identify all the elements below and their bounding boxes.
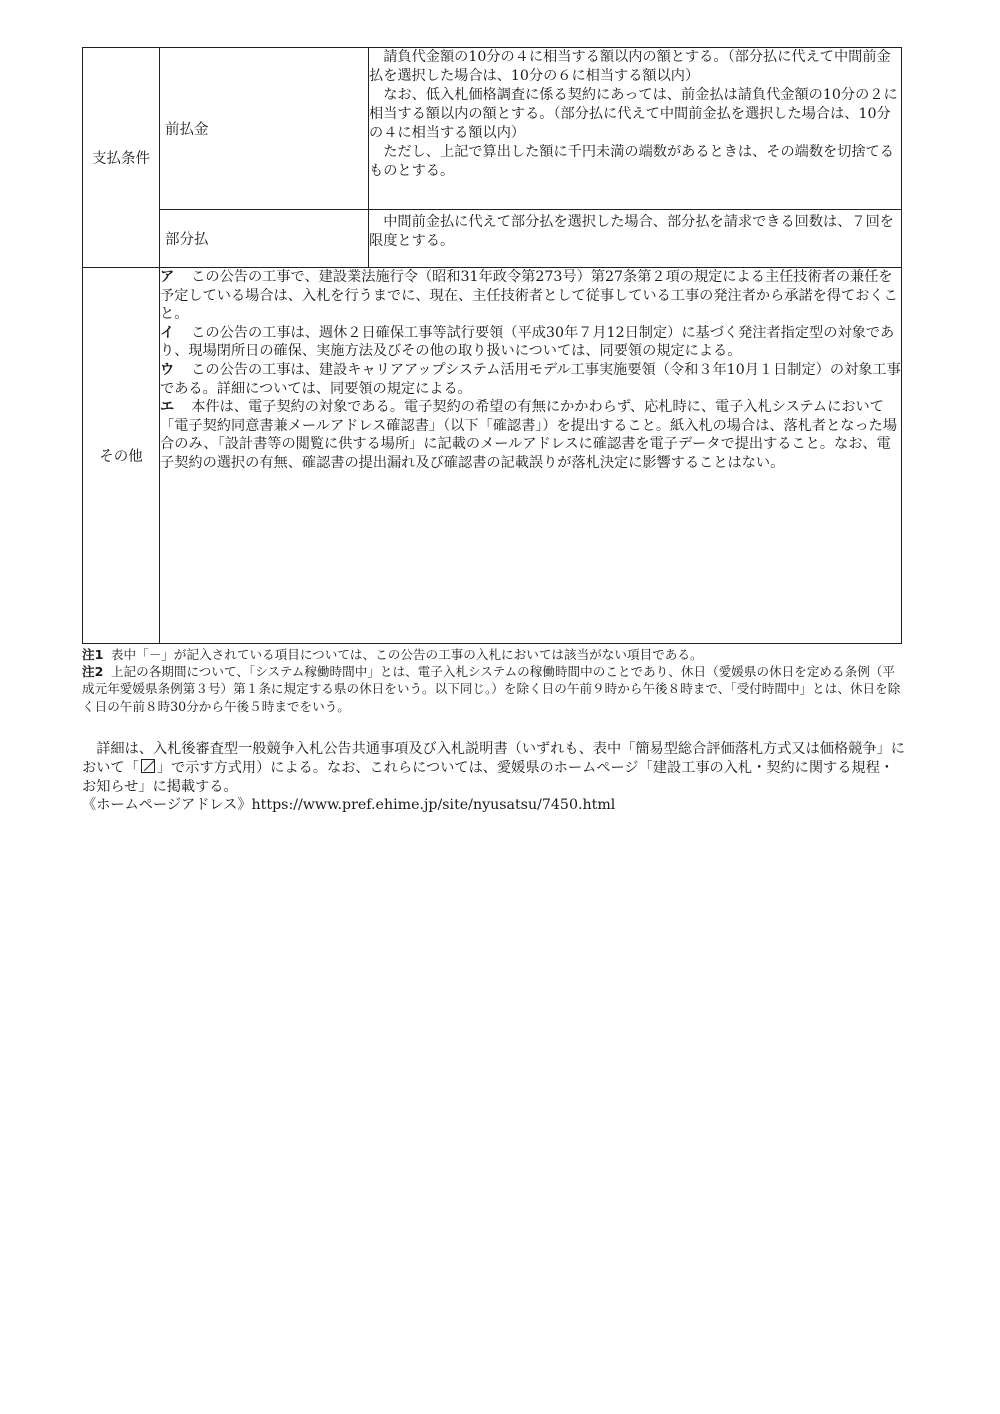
- other-item: [160, 361, 901, 398]
- homepage-address: 《ホームページアドレス》https://www.pref.ehime.jp/site/nyusatsu/7450.html: [82, 797, 616, 814]
- detail-text-before: 詳細は、入札後審査型一般競争入札公告共通事項及び入札説明書（いずれも、表中「簡易型総合評価落札方式又は価格競争」において「: [82, 741, 905, 776]
- other-item: [160, 268, 901, 324]
- partial-paragraph: 中間前金払に代えて部分払を選択した場合、部分払を請求できる回数は、７回を限度とする。: [369, 214, 894, 249]
- conditions-table: [82, 47, 902, 644]
- detail-section: [82, 740, 907, 815]
- item-text: 本件は、電子契約の対象である。電子契約の希望の有無にかかわらず、応札時に、電子入札システムにおいて「電子契約同意書兼メールアドレス確認書」（以下「確認書」）を提出すること。紙入札の場合は、落札者となった場合のみ、「設計書等の閲覧に供する場所」に記載のメールアドレスに確認書を電子データで提出すること。なお、電子契約の選択の有無、確認書の提出漏れ及び確認書の記載誤りが落札決定に影響することはない。: [160, 399, 898, 471]
- footnote: [82, 663, 907, 715]
- item-label: イ: [160, 324, 175, 341]
- footnote-label: 注2: [82, 664, 104, 680]
- footnote: [82, 646, 907, 663]
- detail-text-after: 」で示す方式用）による。なお、これらについては、愛媛県のホームページ「建設工事の入札・契約に関する規程・お知らせ」に掲載する。: [82, 759, 894, 795]
- advance-paragraph: 請負代金額の10分の４に相当する額以内の額とする。（部分払に代えて中間前金払を選択した場合は、10分の６に相当する額以内）: [369, 49, 891, 84]
- payment-conditions-header: 支払条件: [83, 48, 160, 268]
- footnote-text: 上記の各期間について、「システム稼働時間中」とは、電子入札システムの稼働時間中のことであり、休日（愛媛県の休日を定める条例（平成元年愛媛県条例第３号）第１条に規定する県の休日をいう。以下同じ。）を除く日の午前９時から午後８時まで、「受付時間中」とは、休日を除く日の午前８時30分から午後５時までをいう。: [82, 664, 901, 714]
- other-item: [160, 324, 901, 361]
- advance-payment-row: [83, 48, 902, 210]
- checked-box-icon: [141, 759, 155, 773]
- advance-paragraph: なお、低入札価格調査に係る契約にあっては、前金払は請負代金額の10分の２に相当する額以内の額とする。（部分払に代えて中間前金払を選択した場合は、10分の４に相当する額以内）: [369, 87, 898, 141]
- item-text: この公告の工事は、週休２日確保工事等試行要領（平成30年７月12日制定）に基づく発注者指定型の対象であり、現場閉所日の確保、実施方法及びその他の取り扱いについては、同要領の規定による。: [160, 324, 895, 360]
- advance-paragraph: ただし、上記で算出した額に千円未満の端数があるときは、その端数を切捨てるものとする。: [369, 144, 894, 179]
- footnotes: [82, 646, 907, 715]
- item-text: この公告の工事で、建設業法施行令（昭和31年政令第273号）第27条第２項の規定による主任技術者の兼任を予定している場合は、入札を行うまでに、現在、主任技術者として従事している工事の発注者から承諾を得ておくこと。: [160, 269, 898, 323]
- other-header: その他: [83, 268, 160, 644]
- partial-payment-row: [83, 210, 902, 268]
- partial-payment-text: [369, 210, 902, 268]
- advance-payment-label: 前払金: [160, 48, 369, 210]
- other-items: [160, 268, 902, 644]
- item-text: この公告の工事は、建設キャリアアップシステム活用モデル工事実施要領（令和３年10月１日制定）の対象工事である。詳細については、同要領の規定による。: [160, 361, 901, 397]
- detail-paragraph: [82, 740, 907, 796]
- other-item: [160, 398, 901, 472]
- item-label: エ: [160, 399, 175, 416]
- advance-payment-text: [369, 48, 902, 210]
- footnote-text: 表中「－」が記入されている項目については、この公告の工事の入札においては該当がない項目である。: [110, 647, 703, 662]
- footnote-label: 注1: [82, 647, 104, 662]
- other-row: [83, 268, 902, 644]
- partial-payment-label: 部分払: [160, 210, 369, 268]
- item-label: ア: [160, 269, 175, 285]
- item-label: ウ: [160, 361, 175, 378]
